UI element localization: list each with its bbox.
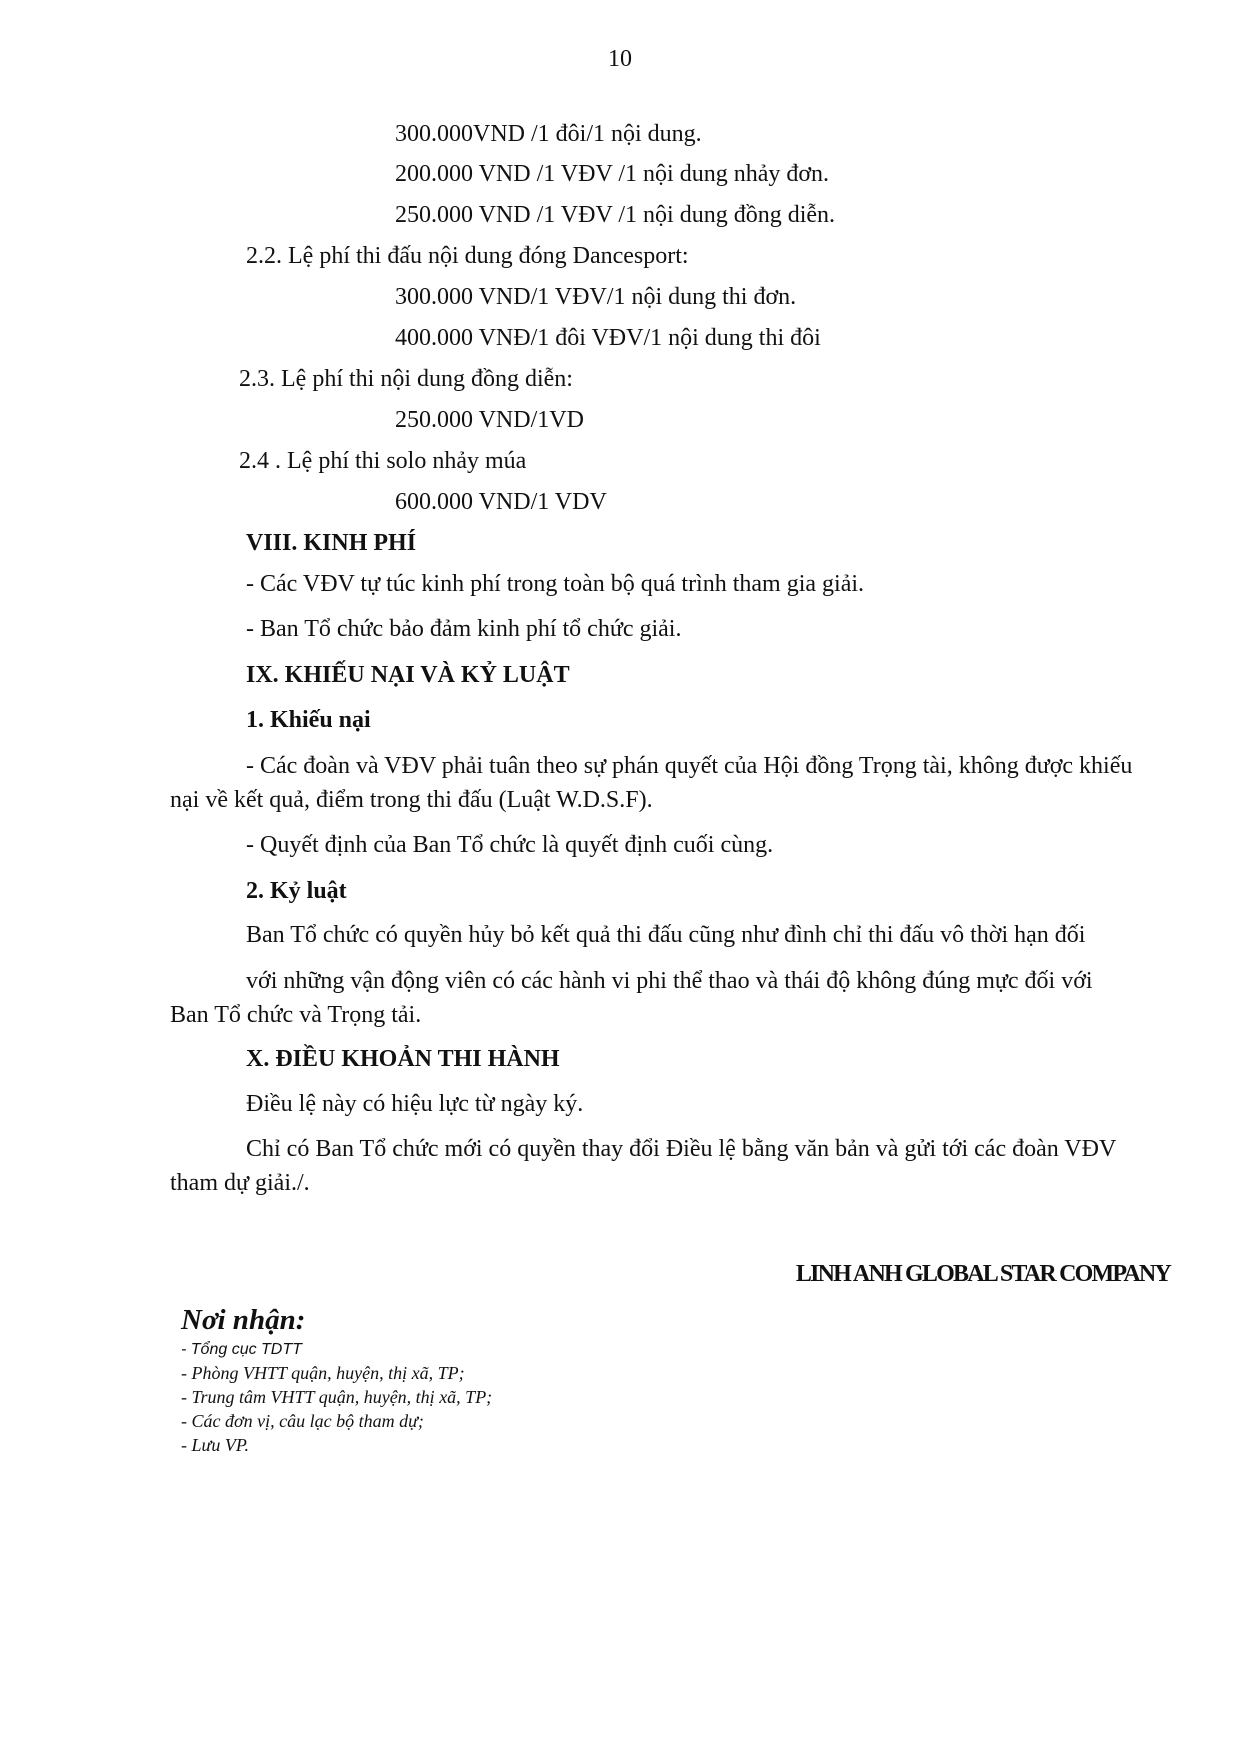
section-heading: IX. KHIẾU NẠI VÀ KỶ LUẬT	[246, 662, 570, 688]
paragraph: tham dự giải./.	[170, 1170, 310, 1196]
fee-line: 250.000 VND /1 VĐV /1 nội dung đồng diễn.	[395, 202, 836, 228]
recipient-item: - Trung tâm VHTT quận, huyện, thị xã, TP;	[181, 1387, 493, 1407]
recipients-title: Nơi nhận:	[181, 1304, 306, 1336]
paragraph: - Các VĐV tự túc kinh phí trong toàn bộ quá trình tham gia giải.	[246, 571, 865, 597]
section-heading: X. ĐIỀU KHOẢN THI HÀNH	[246, 1046, 560, 1072]
paragraph: - Quyết định của Ban Tổ chức là quyết định cuối cùng.	[246, 832, 774, 858]
paragraph: Ban Tổ chức có quyền hủy bỏ kết quả thi đấu cũng như đình chỉ thi đấu vô thời hạn đối	[246, 922, 1086, 948]
section-heading: VIII. KINH PHÍ	[246, 530, 417, 556]
fee-line: 300.000 VND/1 VĐV/1 nội dung thi đơn.	[395, 284, 797, 310]
recipient-item: - Phòng VHTT quận, huyện, thị xã, TP;	[181, 1363, 465, 1383]
fee-line: 400.000 VNĐ/1 đôi VĐV/1 nội dung thi đôi	[395, 325, 821, 351]
paragraph: nại về kết quả, điểm trong thi đấu (Luật W.D.S.F).	[170, 787, 653, 813]
fee-section-heading: 2.3. Lệ phí thi nội dung đồng diễn:	[239, 366, 573, 392]
fee-line: 300.000VND /1 đôi/1 nội dung.	[395, 121, 702, 147]
paragraph: Điều lệ này có hiệu lực từ ngày ký.	[246, 1091, 584, 1117]
paragraph: - Các đoàn và VĐV phải tuân theo sự phán quyết của Hội đồng Trọng tài, không được khiếu	[246, 753, 1133, 779]
subsection-heading: 1. Khiếu nại	[246, 707, 371, 733]
company-name: LINH ANH GLOBAL STAR COMPANY	[795, 1261, 1170, 1287]
subsection-heading: 2. Kỷ luật	[246, 878, 347, 904]
paragraph: - Ban Tổ chức bảo đảm kinh phí tổ chức giải.	[246, 616, 682, 642]
recipient-item: - Tổng cục TDTT	[181, 1341, 302, 1358]
fee-line: 250.000 VND/1VD	[395, 407, 584, 433]
paragraph: Ban Tổ chức và Trọng tải.	[170, 1002, 422, 1028]
fee-section-heading: 2.4 . Lệ phí thi solo nhảy múa	[239, 448, 527, 474]
paragraph: Chỉ có Ban Tổ chức mới có quyền thay đổi Điều lệ bằng văn bản và gửi tới các đoàn VĐV	[246, 1136, 1117, 1162]
recipient-item: - Các đơn vị, câu lạc bộ tham dự;	[181, 1411, 424, 1431]
page-number: 10	[608, 46, 632, 72]
paragraph: với những vận động viên có các hành vi phi thể thao và thái độ không đúng mực đối với	[246, 968, 1093, 994]
fee-line: 600.000 VND/1 VDV	[395, 489, 607, 515]
fee-section-heading: 2.2. Lệ phí thi đấu nội dung đóng Dancesport:	[246, 243, 689, 269]
recipient-item: - Lưu VP.	[181, 1435, 249, 1455]
fee-line: 200.000 VND /1 VĐV /1 nội dung nhảy đơn.	[395, 161, 830, 187]
